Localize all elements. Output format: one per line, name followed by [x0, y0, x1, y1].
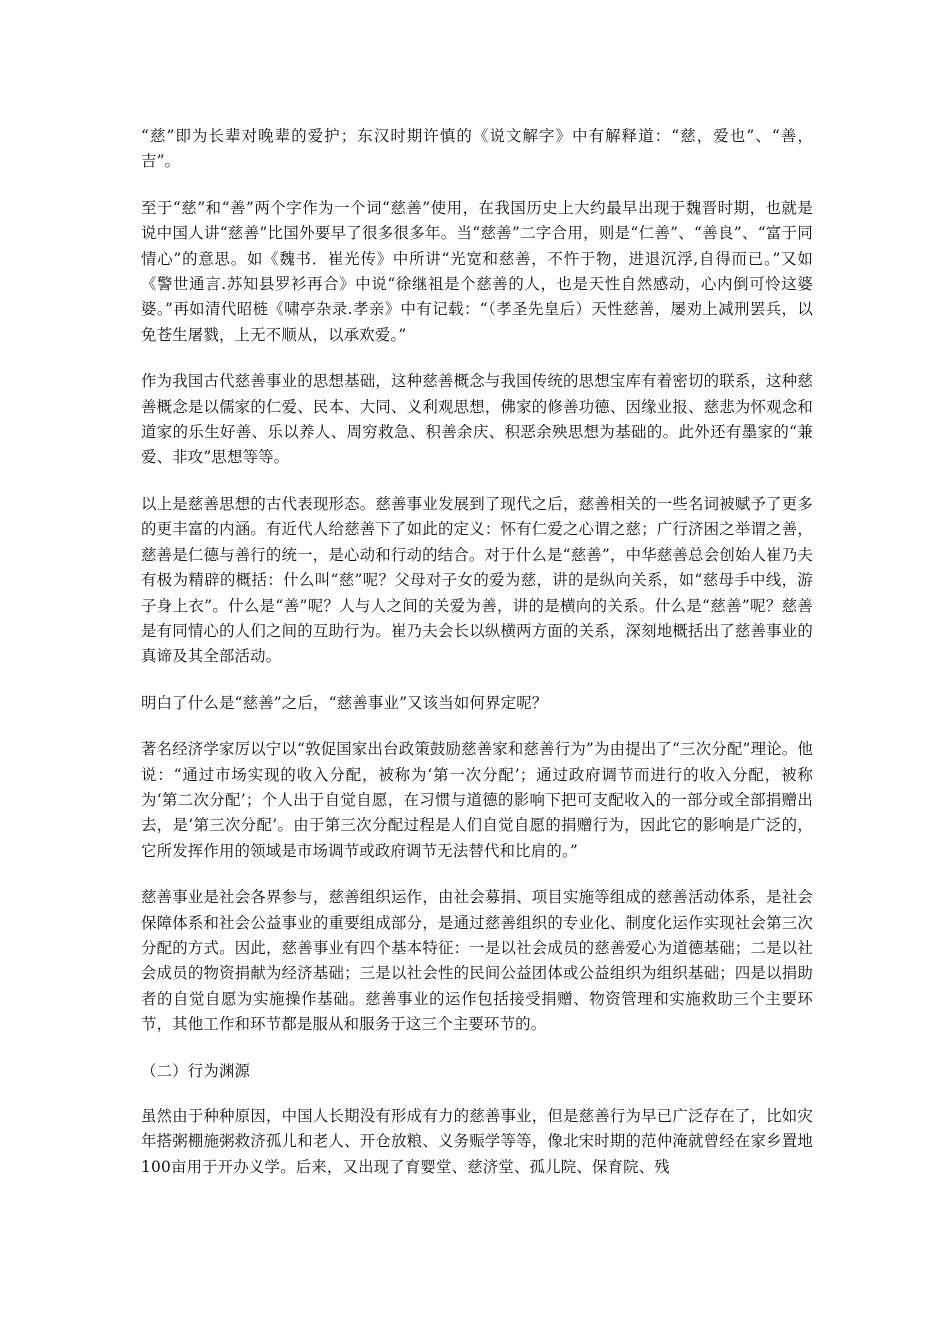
paragraph-third-distribution: 著名经济学家厉以宁以“敦促国家出台政策鼓励慈善家和慈善行为”为由提出了“三次分配”理论。他说：“通过市场实现的收入分配，被称为‘第一次分配’；通过政府调节而进行的收入分配，被称为‘第二次分配’；个人出于自觉自愿，在习惯与道德的影响下把可支配收入的一部分或全部捐赠出去，是‘第三次分配’。由于第三次分配过程是人们自觉自愿的捐赠行为，因此它的影响是广泛的，它所发挥作用的领域是市场调节或政府调节无法替代和比肩的。” — [141, 740, 813, 860]
paragraph-ci-definition: “慈”即为长辈对晚辈的爱护；东汉时期许慎的《说文解字》中有解释道：“慈，爱也”、“善，吉”。 — [141, 127, 813, 171]
paragraph-cishan-origin: 至于“慈”和“善”两个字作为一个词“慈善”使用，在我国历史上大约最早出现于魏晋时期，也就是说中国人讲“慈善”比国外要早了很多很多年。当“慈善”二字合用，则是“仁善”、“善良”、“富于同情心”的意思。如《魏书．崔光传》中所讲“光宽和慈善，不忤于物，进退沉浮,自得而已。”又如《警世通言.苏知县罗衫再合》中说“徐继祖是个慈善的人，也是天性自然感动，心内倒可怜这婆婆。”再如清代昭梿《啸亭杂录.孝亲》中有记载：“（孝圣先皇后）天性慈善，屡劝上减刑罢兵，以免苍生屠戮，上无不顺从，以承欢爱。” — [141, 198, 813, 344]
paragraph-modern-meaning: 以上是慈善思想的古代表现形态。慈善事业发展到了现代之后，慈善相关的一些名词被赋予了更多的更丰富的内涵。有近代人给慈善下了如此的定义：怀有仁爱之心谓之慈；广行济困之举谓之善，慈善是仁德与善行的统一，是心动和行动的结合。对于什么是“慈善”，中华慈善总会创始人崔乃夫有极为精辟的概括：什么叫“慈”呢？父母对子女的爱为慈，讲的是纵向关系，如“慈母手中线，游子身上衣”。什么是“善”呢？人与人之间的关爱为善，讲的是横向的关系。什么是“慈善”呢？慈善是有同情心的人们之间的互助行为。崔乃夫会长以纵横两方面的关系，深刻地概括出了慈善事业的真谛及其全部活动。 — [141, 494, 813, 666]
paragraph-thought-foundation: 作为我国古代慈善事业的思想基础，这种慈善概念与我国传统的思想宝库有着密切的联系，这种慈善概念是以儒家的仁爱、民本、大同、义利观思想，佛家的修善功德、因缘业报、慈悲为怀观念和道家的乐生好善、乐以养人、周穷救急、积善余庆、积恶余殃思想为基础的。此外还有墨家的“兼爱、非攻”思想等等。 — [141, 372, 813, 467]
paragraph-behavior-origin: 虽然由于种种原因，中国人长期没有形成有力的慈善事业，但是慈善行为早已广泛存在了，比如灾年搭粥棚施粥救济孤儿和老人、开仓放粮、义务赈学等等，像北宋时期的范仲淹就曾经在家乡置地100亩用于开办义学。后来，又出现了育婴堂、慈济堂、孤儿院、保育院、残 — [141, 1107, 813, 1176]
section-heading: （二）行为渊源 — [141, 1061, 251, 1080]
paragraph-charity-features: 慈善事业是社会各界参与，慈善组织运作，由社会募捐、项目实施等组成的慈善活动体系，是社会保障体系和社会公益事业的重要组成部分，是通过慈善组织的专业化、制度化运作实现社会第三次分配的方式。因此，慈善事业有四个基本特征：一是以社会成员的慈善爱心为道德基础；二是以社会成员的物资捐献为经济基础；三是以社会性的民间公益团体或公益组织为组织基础；四是以捐助者的自觉自愿为实施操作基础。慈善事业的运作包括接受捐赠、物资管理和实施救助三个主要环节，其他工作和环节都是服从和服务于这三个主要环节的。 — [141, 888, 813, 1034]
paragraph-question: 明白了什么是“慈善”之后，“慈善事业”又该当如何界定呢？ — [141, 693, 548, 712]
document-body — [141, 124, 813, 1201]
